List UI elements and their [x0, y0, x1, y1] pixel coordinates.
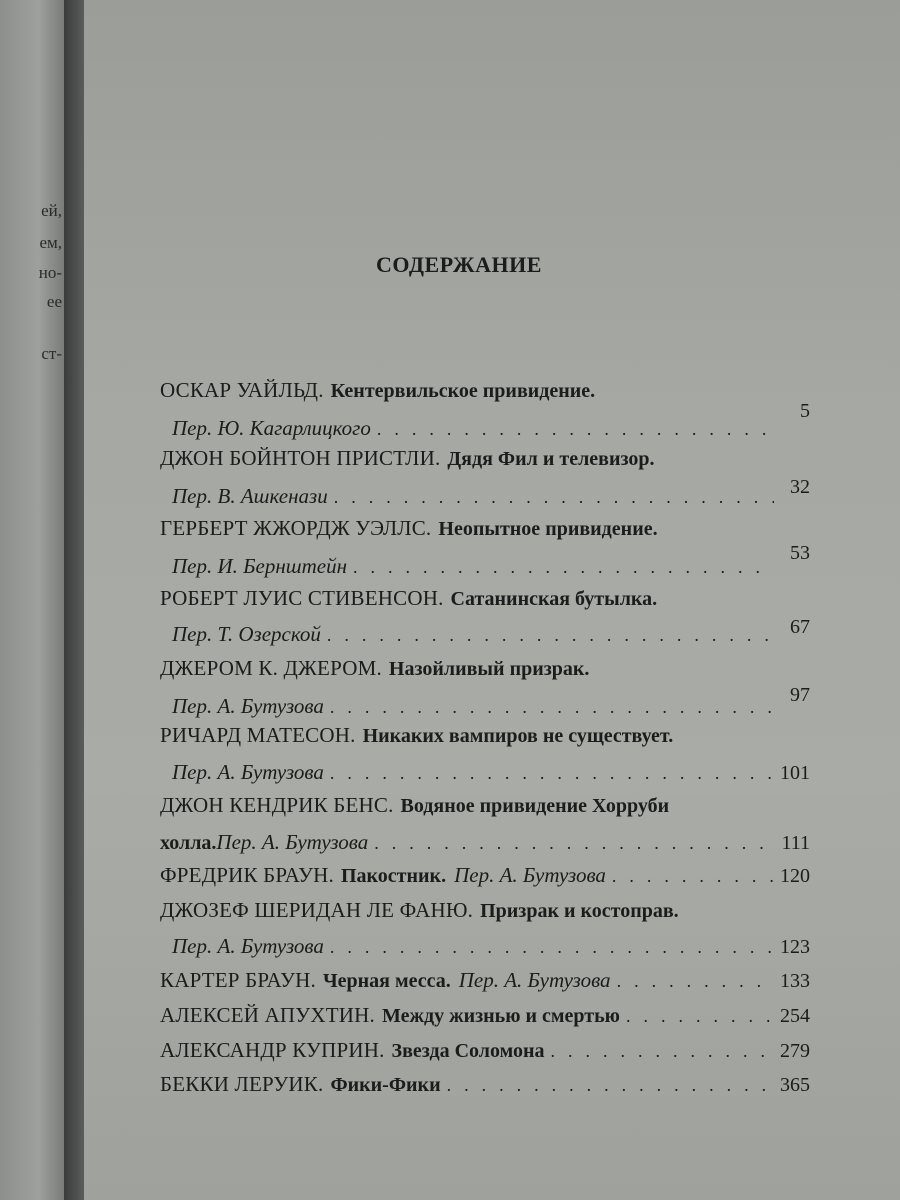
leader-dots — [374, 833, 774, 854]
facing-page-fragment: ее — [46, 292, 62, 311]
toc-entry-title-line — [160, 656, 810, 690]
contents-page — [84, 0, 900, 1200]
leader-dots — [334, 487, 774, 508]
entry-page-number: 101 — [780, 762, 810, 784]
entry-translator: Пер. Ю. Кагарлицкого — [172, 416, 371, 440]
entry-author: ДЖЕРОМ К. ДЖЕРОМ. — [160, 656, 382, 680]
entry-author: РИЧАРД МАТЕСОН. — [160, 723, 356, 747]
toc-entry-translator-line — [172, 476, 810, 518]
toc-entry-title-line — [160, 378, 810, 412]
page-heading: СОДЕРЖАНИЕ — [376, 252, 542, 277]
entry-title: Черная месса. — [322, 970, 451, 992]
entry-translator: Пер. И. Бернштейн — [172, 554, 348, 578]
entry-author: КАРТЕР БРАУН. — [160, 968, 316, 992]
entry-author: БЕККИ ЛЕРУИК. — [160, 1072, 324, 1096]
entry-title: Водяное привидение Хорруби — [400, 795, 670, 817]
entry-author: РОБЕРТ ЛУИС СТИВЕНСОН. — [160, 586, 444, 610]
entry-translator: Пер. А. Бутузова — [172, 694, 324, 718]
leader-dots — [617, 971, 774, 992]
toc-entry-title-line — [160, 446, 810, 480]
facing-page-fragment: ст- — [41, 344, 62, 363]
entry-author: ДЖОЗЕФ ШЕРИДАН ЛЕ ФАНЮ. — [160, 898, 474, 922]
toc-entry-translator-line — [172, 616, 810, 656]
entry-title: Сатанинская бутылка. — [450, 588, 658, 610]
entry-author: ФРЕДРИК БРАУН. — [160, 863, 334, 887]
entry-translator: Пер. А. Бутузова — [454, 863, 606, 887]
entry-author: ДЖОН БОЙНТОН ПРИСТЛИ. — [160, 446, 441, 470]
entry-page-number: 5 — [800, 400, 810, 422]
entry-translator: Пер. А. Бутузова — [216, 830, 369, 854]
entry-title: Неопытное привидение. — [438, 518, 658, 540]
toc-entry-title-line — [160, 516, 810, 550]
toc-entry-title-line — [160, 723, 810, 757]
entry-title: Звезда Соломона — [391, 1040, 545, 1062]
toc-entry-single-line — [160, 1003, 810, 1037]
entry-page-number: 365 — [780, 1074, 810, 1096]
entry-author: ГЕРБЕРТ ЖЖОРДЖ УЭЛЛС. — [160, 516, 432, 540]
entry-translator: Пер. А. Бутузова — [172, 760, 324, 784]
toc-entry-translator-line — [172, 542, 810, 588]
toc-entry-translator-line — [172, 400, 810, 450]
leader-dots — [330, 697, 774, 718]
toc-entry-single-line — [160, 1072, 810, 1106]
entry-translator: Пер. В. Ашкенази — [172, 484, 328, 508]
entry-author: АЛЕКСАНДР КУПРИН. — [160, 1038, 385, 1062]
entry-title: Назойливый призрак. — [388, 658, 590, 680]
toc-entry-single-line — [160, 1038, 810, 1072]
entry-title: Кентервильское привидение. — [330, 380, 596, 402]
toc-entry-title-line — [160, 898, 810, 932]
facing-page-fragment: ей, — [41, 201, 62, 220]
book-gutter — [64, 0, 84, 1200]
entry-author: ОСКАР УАЙЛЬД. — [160, 378, 324, 402]
entry-page-number: 133 — [780, 970, 810, 992]
entry-translator: Пер. Т. Озерской — [172, 622, 321, 646]
leader-dots — [550, 1041, 774, 1062]
entry-author: ДЖОН КЕНДРИК БЕНС. — [160, 793, 394, 817]
entry-title: Пакостник. — [340, 865, 447, 887]
toc-entry-single-line — [160, 968, 810, 1002]
facing-page-edge — [0, 0, 64, 1200]
entry-translator: Пер. А. Бутузова — [172, 934, 324, 958]
entry-title-continuation: холла. — [160, 832, 217, 854]
entry-title: Дядя Фил и телевизор. — [447, 448, 655, 470]
entry-page-number: 279 — [780, 1040, 810, 1062]
entry-page-number: 120 — [780, 865, 810, 887]
leader-dots — [612, 866, 774, 887]
entry-page-number: 123 — [780, 936, 810, 958]
entry-page-number: 254 — [780, 1005, 810, 1027]
toc-entry-title-line — [160, 586, 810, 620]
leader-dots — [330, 937, 774, 958]
toc-entry-continuation-line — [160, 830, 810, 864]
entry-page-number: 111 — [781, 832, 810, 854]
leader-dots — [330, 763, 774, 784]
toc-entry-single-line — [160, 863, 810, 897]
entry-title: Никаких вампиров не существует. — [362, 725, 674, 747]
leader-dots — [327, 625, 774, 646]
entry-translator: Пер. А. Бутузова — [458, 968, 611, 992]
entry-author: АЛЕКСЕЙ АПУХТИН. — [160, 1003, 375, 1027]
leader-dots — [353, 557, 774, 578]
entry-page-number: 67 — [790, 616, 810, 638]
leader-dots — [377, 419, 774, 440]
entry-title: Фики-Фики — [330, 1074, 441, 1096]
leader-dots — [626, 1006, 774, 1027]
entry-page-number: 32 — [790, 476, 810, 498]
toc-entry-translator-line — [172, 760, 810, 794]
toc-entry-translator-line — [172, 934, 810, 968]
entry-title: Призрак и костоправ. — [480, 900, 679, 922]
entry-page-number: 53 — [790, 542, 810, 564]
facing-page-fragment: но- — [38, 263, 62, 282]
leader-dots — [447, 1075, 774, 1096]
toc-entry-title-line — [160, 793, 810, 827]
entry-page-number: 97 — [790, 684, 810, 706]
facing-page-fragment: ем, — [39, 233, 62, 252]
entry-title: Между жизнью и смертью — [381, 1005, 620, 1027]
